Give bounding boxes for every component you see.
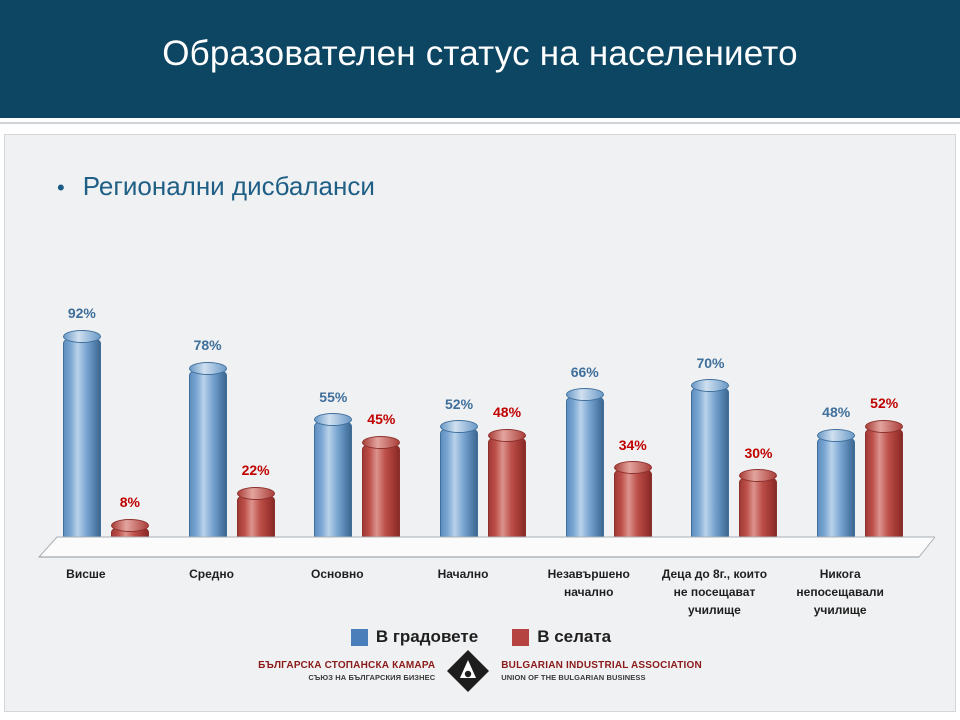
legend-label-rural: В селата (537, 627, 612, 646)
bar-wrap-urban (440, 396, 478, 543)
bar-value-label: 48% (822, 404, 851, 420)
bar-value-label: 45% (367, 411, 396, 427)
bar-wrap-rural (614, 437, 652, 543)
bar-wrap-urban (189, 337, 227, 543)
category-labels (23, 565, 903, 619)
bar-value-label: 52% (445, 396, 474, 412)
bullet-text: Регионални дисбаланси (82, 171, 375, 201)
bar-cap (817, 429, 855, 442)
logo-left-bottom: СЪЮЗ НА БЪЛГАРСКИЯ БИЗНЕС (308, 672, 436, 682)
logo-text-right (501, 659, 702, 683)
bar-wrap-urban (566, 364, 604, 543)
bar-value-label: 78% (193, 337, 222, 353)
bar-cap (314, 413, 352, 426)
bar-rural[interactable] (865, 426, 903, 543)
legend-item-rural[interactable] (512, 627, 611, 647)
bar-value-label: 34% (618, 437, 647, 453)
bar-group (546, 213, 672, 543)
bar-cap (614, 461, 652, 474)
bar-value-label: 70% (696, 355, 725, 371)
bar-cap (362, 436, 400, 449)
bar-rural[interactable] (614, 467, 652, 543)
bar-value-label: 92% (67, 305, 96, 321)
bar-cap (440, 420, 478, 433)
bar-urban[interactable] (817, 435, 855, 543)
bar-group (672, 213, 798, 543)
bar-value-label: 8% (119, 494, 140, 510)
bar-wrap-rural (362, 411, 400, 543)
bar-value-label: 48% (493, 404, 522, 420)
bar-urban[interactable] (189, 368, 227, 543)
logo-right-top: BULGARIAN INDUSTRIAL ASSOCIATION (501, 660, 702, 672)
category-label: Никога непосещавали училище (796, 567, 884, 617)
legend-item-urban[interactable] (351, 627, 478, 647)
category-label: Средно (189, 567, 235, 581)
bar-cap (865, 420, 903, 433)
logo-lockup (258, 648, 702, 694)
title-band (0, 0, 960, 118)
content-panel (4, 134, 956, 712)
chart-baseline (35, 535, 935, 563)
page-title: Образователен статус на населението (162, 34, 798, 73)
bar-wrap-rural (488, 404, 526, 543)
bar-cap (488, 429, 526, 442)
legend-swatch-urban (351, 629, 368, 646)
bar-rural[interactable] (362, 442, 400, 543)
bar-group (420, 213, 546, 543)
bar-value-label: 30% (744, 445, 773, 461)
bar-group (797, 213, 923, 543)
bar-urban[interactable] (314, 419, 352, 543)
legend-label-urban: В градовете (375, 627, 479, 646)
legend-swatch-rural (512, 629, 529, 646)
category-label: Начално (437, 567, 489, 581)
chart-legend (5, 627, 957, 647)
category-label: Деца до 8г., които не посещават училище (661, 567, 768, 617)
bar-wrap-rural (865, 395, 903, 543)
logo-right-bottom: UNION OF THE BULGARIAN BUSINESS (501, 672, 646, 682)
bar-value-label: 66% (570, 364, 599, 380)
bar-value-label: 22% (241, 462, 270, 478)
bar-cap (237, 487, 275, 500)
bar-cap (111, 519, 149, 532)
title-underline (0, 118, 960, 124)
bar-cap (63, 330, 101, 343)
bullet-row (57, 171, 375, 202)
bar-wrap-urban (817, 404, 855, 543)
bar-group (294, 213, 420, 543)
bar-group (43, 213, 169, 543)
bar-groups (43, 213, 923, 543)
bar-value-label: 55% (319, 389, 348, 405)
bar-cap (739, 469, 777, 482)
bar-urban[interactable] (63, 336, 101, 543)
category-label: Незавършено начално (547, 567, 630, 599)
logo-text-left (258, 659, 435, 683)
bar-cap (189, 362, 227, 375)
bar-urban[interactable] (566, 394, 604, 543)
bar-urban[interactable] (440, 426, 478, 543)
bar-urban[interactable] (691, 385, 729, 543)
bar-cap (691, 379, 729, 392)
chart (23, 213, 939, 633)
bar-rural[interactable] (739, 475, 777, 543)
bar-cap (566, 388, 604, 401)
bia-emblem-icon (445, 648, 491, 694)
bar-wrap-urban (691, 355, 729, 543)
logo-left-top: БЪЛГАРСКА СТОПАНСКА КАМАРА (258, 660, 436, 672)
bar-rural[interactable] (488, 435, 526, 543)
category-label: Основно (311, 567, 364, 581)
bar-wrap-urban (314, 389, 352, 543)
bar-wrap-urban (63, 305, 101, 543)
category-label: Висше (66, 567, 106, 581)
bar-group (169, 213, 295, 543)
bullet-icon: • (57, 175, 65, 200)
plot-area (43, 213, 923, 553)
footer-logo (0, 648, 960, 694)
bar-wrap-rural (739, 445, 777, 543)
bar-value-label: 52% (870, 395, 899, 411)
